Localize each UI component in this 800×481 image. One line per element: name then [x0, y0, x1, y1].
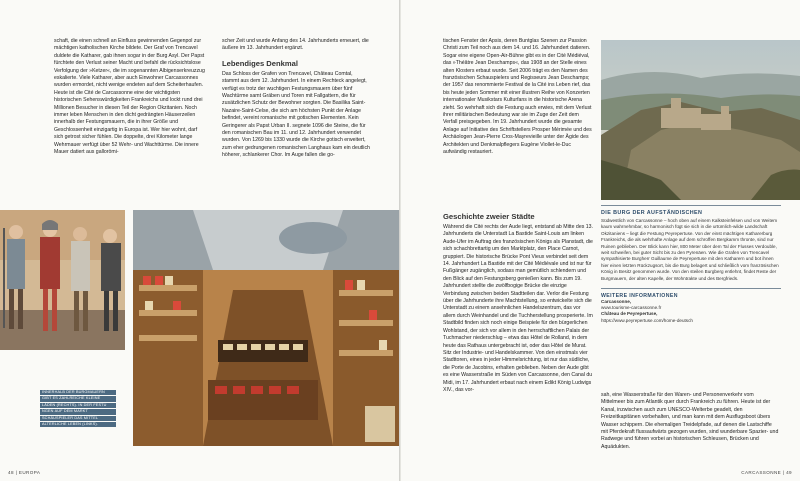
left-column-2-intro: scher Zeit und wurde Anfang des 14. Jahrhunderts erneuert, die äußere im 13. Jahrhundert ergänzt.	[222, 38, 369, 52]
section-heading-lebendiges-denkmal: Lebendiges Denkmal	[222, 58, 298, 68]
caption-line: GIBT ES ZAHLREICHE KLEINE	[40, 396, 116, 401]
section-heading-geschichte-zweier-staedte: Geschichte zweier Städte	[443, 212, 535, 221]
caption-line: ALTERLICHE LEBEN (LINKS).	[40, 422, 116, 427]
shop-interior-illustration	[133, 210, 399, 446]
costumed-actors-photo	[0, 210, 125, 350]
caption-line: NGEN AUF DEM MARKT	[40, 409, 116, 414]
shop-interior-photo	[133, 210, 399, 446]
right-column-1-body: Während die Cité rechts der Aude liegt, entstand ab Mitte des 13. Jahrhunderts die Unterstadt La Bastide Saint-Louis am linken Aude-Ufer im Auftrag des französischen Königs als Planstadt, die sich schachbrettartig um den Marktplatz, den Place Carnot, gruppiert. Die historische Brücke Pont Vieux verbindet seit dem 14. Jahrhundert La Bastide mit der Cité Médiévale und ist nur für Fußgänger zugänglich, sodass man gemütlich schlendern und den Blick auf den Festungsberg genießen kann. Bis zum 19. Jahrhundert stellte die zwölfbogige Brücke die einzige Verbindung zwischen beiden Stadtteilen dar. Verlor die Festung über die Jahrhunderte ihre Machtstellung, so entwickelte sich die Unterstadt zu einem ansehnlichen Handelszentrum, das vor allem durch Weinhandel und die Tuchherstellung prosperierte. Im Stadtbild finden sich noch einige Beispiele für den bürgerlichen Wohlstand, der sich vor allem in den herrschaftlichen Palais der Tuchmacher niederschlug – etwa das Hôtel de Rolland, in dem heute das Rathaus untergebracht ist, oder das Hôtel de Murat. Sitz der Industrie- und Handelskammer. Von den einstmals vier Stadttoren, eines in jeder Himmelsrichtung, ist nur das südliche, die Porte de Jacobins, erhalten geblieben. Neben der Aude gibt es eine Wasserstraße im Süden von Carcassonne, den Canal du Midi, im 17. Jahrhundert erbaut nach einem Edikt König Ludwigs XIV., das vor-	[443, 224, 593, 393]
fortress-illustration	[601, 40, 800, 200]
caption-line: SCHÄUSPIELER DAS MITTEL	[40, 416, 116, 421]
sidebar-info-label: Carcassonne,	[601, 299, 632, 305]
sidebar-text: Südwestlich von Carcassonne – hoch oben auf einem Kalksteinfelsen und von Weitem kaum wahrnehmbar, so harmonisch fügt sie sich in die urtümlich-wilde Landschaft Okzitaniens – liegt die Festung Peyrepertuse. Von der einst mächtigen Katharerburg Frankreichs, die als wehrhafte Anlage auf dem schroffen Bergkamm thronte, sind nur Ruinen geblieben. Der Blick kann hier, 800 Meter über dem Tal der Flusses Verdouble, weit schweifen, bei guter Sicht bis zu den Pyrenäen. Wie die Grafen von Trencavel sympathisierte Burgherr Guillaume de Peyrepertuse mit den Katharern und bot ihnen hier einen letzten Rückzugsort, bis die Burg belagert und schließlich vom französischen König in Besitz genommen wurde. Von den steilen Burgberg entlehnt, findet Reste der Burgmauern, der alten Kapelle, der Wohntrakte und des Bergfrieds.	[601, 218, 779, 281]
photo-caption	[40, 390, 116, 428]
left-column-1	[54, 38, 207, 198]
right-page	[401, 0, 800, 481]
sidebar-info-link[interactable]: www.tourisme-carcassonne.fr	[601, 305, 662, 311]
costumed-actors-illustration	[0, 210, 125, 350]
left-column-2-body: Das Schloss der Grafen von Trencavel, Château Comtal, stammt aus dem 12. Jahrhundert. In einem Rechteck angelegt, verfügt es trotz der wuchtigen Festungsmauern über fünf Wachtürme samt Gräben und Toren mit Fallgattern, die für zusätzlichen Schutz der Bewohner sorgten. Die Basilika Saint-Nazaire-Saint-Celse, die sich am höchsten Punkt der Anlage befindet, vereint romanische mit gotischen Elementen. Kein Geringerer als Papst Urban II. segnete 1096 die Steine, die für den romanischen Bau im 11. und 12. Jahrhundert verwendet wurden. Von 1269 bis 1330 wurde die Kirche gotisch erweitert, zum eher gedrungenen romanischen Langhaus kam ein deutlich höherer, schlankerer Chor. Im Auge fallen die go-	[222, 70, 370, 159]
sidebar-rule	[601, 205, 781, 206]
right-column-1	[443, 38, 593, 206]
left-column-2	[222, 38, 370, 203]
sidebar-info-title: WEITERE INFORMATIONEN	[601, 293, 678, 300]
sidebar-title: DIE BURG DER AUFSTÄNDISCHEN	[601, 210, 703, 216]
fortress-peyrepertuse-photo	[601, 40, 800, 200]
right-column-2-text: sah, eine Wasserstraße für den Waren- und Personenverkehr vom Mittelmeer bis zum Atlantik quer durch Frankreich zu führen. Heute ist der Kanal, inzwischen auch zum UNESCO-Welterbe geadelt, den Freizeitkapitänen vorbehalten, und man kann mit dem Ausflugsboot übers Wasser schippern. Die ehemaligen Treidelpfade, auf denen die Lastschiffe mit Pferdekraft flussaufwärts gezogen wurden, sind wunderbare Spazier- und Radwege und führen vorbei an historischen Schleusen, Brücken und Aquädukten.	[601, 392, 779, 450]
caption-line: LÄDEN (RECHTS). IN DER FESTU	[40, 403, 116, 408]
sidebar-rule	[601, 288, 781, 289]
sidebar-info-link[interactable]: https://www.peyrepertuse.com/home-deutsch	[601, 317, 693, 323]
right-column-2	[601, 392, 779, 452]
left-page	[0, 0, 399, 481]
left-page-footer: 48 | EUROPA	[8, 470, 41, 475]
info-sidebar	[601, 205, 781, 324]
right-column-1-text: tischen Fenster der Apsis, deren Buntglas Szenen zur Passion Christi zum Teil noch aus dem 14. und 16. Jahrhundert datieren. Sogar eine eigene Open-Air-Bühne gibt es in der Cité Médiéval, das »Théâtre Jean Deschamps«, das 1908 an der Stelle eines alten Klosters erbaut wurde. Seit 2006 trägt es den Namen des französischen Schauspielers und Regisseurs Jean Deschamps; der 1957 das renommierte Festival de la Cité ins Leben rief, das bis heute jeden Sommer mit einer illustren Reihe von Konzerten internationaler Musikstars Kulturfans in die historische Arena zieht. So wehrhaft sich die Festung auch erwies, mit dem Verlust ihrer militärischen Bedeutung war sie im Zuge der Zeit dem Verfall preisgegeben. Im 19. Jahrhundert wurde die gesamte Anlage auf Initiative des Schriftstellers Prosper Mérimée und des Archäologen Jean-Pierre Cros-Mayrevieille unter der Ägide des Architekten und Denkmalpflegers Eugène Viollet-le-Duc aufwändig restauriert.	[443, 38, 592, 156]
caption-line: INNERHALB DER BURGMAUERN	[40, 390, 116, 395]
right-page-footer: CARCASSONNE | 49	[741, 470, 792, 475]
left-column-1-text: schaft, die einen schnell an Einfluss gewinnenden Gegenpol zur mächtigen katholischen Kirche bildete. Der Graf von Trencavel duldete die Katharer, gab ihnen sogar in der Burg Asyl. Der Papst fürchtete den Verlust seiner Macht und befahl die rücksichtslose Verfolgung der »Ketzer«, die im sogenannten Albigenserkreuzzug eskalierte. Viele Katharer, aber auch Einwohner Carcassonnes wurden ermordet, nicht wenige endeten auf dem Scheiterhaufen. Heute ist die Cité de Carcassonne eine der wichtigsten historischen Sehenswürdigkeiten Frankreichs und lockt rund drei Millionen Besucher in diesen Teil der Region Okzitanien. Noch immer leben Menschen in den dicht gedrängten Häuserzeilen innerhalb der Festungsmauern, die in ihrer Größe und Geschlossenheit einzigartig in Europa ist. Wer hier wohnt, darf sich getrost sicher fühlen. Die doppelte, drei Kilometer lange Wehrmauer verfügt über 52 Wehr- und Wachttürme. Die innere Mauer datiert aus gallorömi-	[54, 38, 205, 156]
right-column-1-lower	[443, 212, 593, 444]
sidebar-info-label: Château de Peyrepertuse,	[601, 311, 658, 317]
